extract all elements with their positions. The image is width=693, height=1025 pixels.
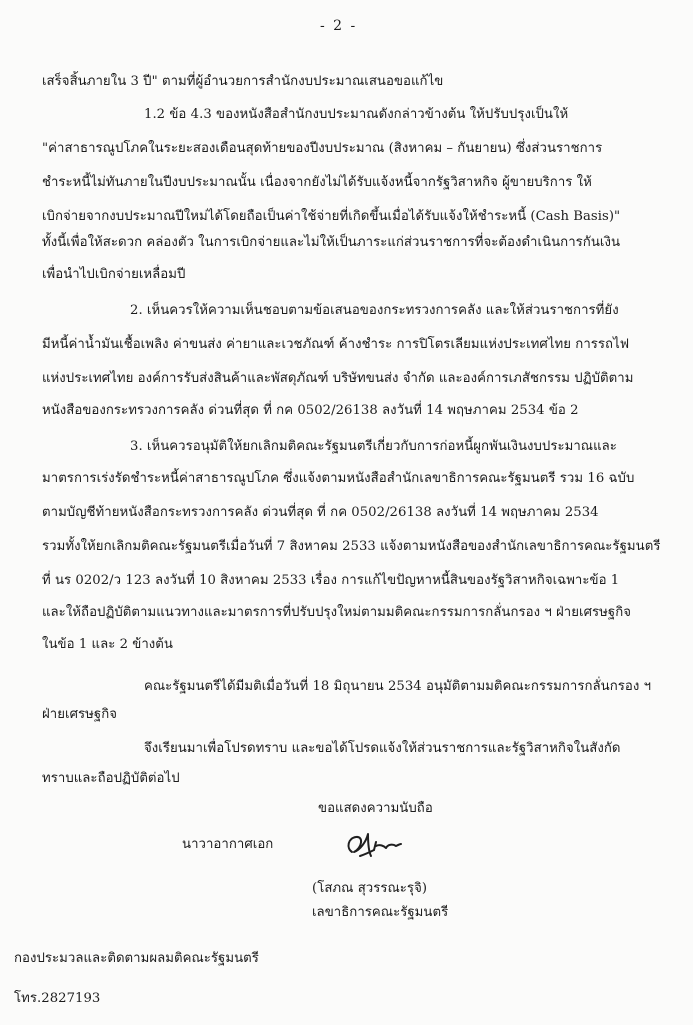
item-3-line-7: ในข้อ 1 และ 2 ข้างต้น <box>42 637 173 652</box>
signer-rank: นาวาอากาศเอก <box>182 837 274 852</box>
item-2-line-2: มีหนี้ค่าน้ำมันเชื้อเพลิง ค่าขนส่ง ค่ายาและเวชภัณฑ์ ค้างชำระ การปิโตรเลียมแห่งประเทศไทย การรถไฟ <box>42 337 630 352</box>
item-2-line-1: 2. เห็นควรให้ความเห็นชอบตามข้อเสนอของกระทรวงการคลัง และให้ส่วนราชการที่ยัง <box>130 303 619 318</box>
footer-phone: โทร.2827193 <box>14 991 101 1006</box>
item-3-line-6: และให้ถือปฏิบัติตามแนวทางและมาตรการที่ปรับปรุงใหม่ตามมติคณะกรรมการกลั่นกรอง ฯ ฝ่ายเศรษฐกิจ <box>42 605 632 620</box>
item-2-line-4: หนังสือของกระทรวงการคลัง ด่วนที่สุด ที่ กค 0502/26138 ลงวันที่ 14 พฤษภาคม 2534 ข้อ 2 <box>42 403 579 418</box>
item-1-2-line-2: "ค่าสาธารณูปโภคในระยะสองเดือนสุดท้ายของปีงบประมาณ (สิงหาคม – กันยายน) ซึ่งส่วนราชการ <box>42 141 603 156</box>
item-1-2-line-5: ทั้งนี้เพื่อให้สะดวก คล่องตัว ในการเบิกจ่ายและไม่ให้เป็นภาระแก่ส่วนราชการที่จะต้องดำเนินการกันเงิน <box>42 235 621 250</box>
resolution-line-1: คณะรัฐมนตรีได้มีมติเมื่อวันที่ 18 มิถุนายน 2534 อนุมัติตามมติคณะกรรมการกลั่นกรอง ฯ <box>144 679 652 694</box>
item-1-2-line-3: ชำระหนี้ไม่ทันภายในปีงบประมาณนั้น เนื่องจากยังไม่ได้รับแจ้งหนี้จากรัฐวิสาหกิจ ผู้ขายบริการ ให้ <box>42 175 592 190</box>
item-3-line-1: 3. เห็นควรอนุมัติให้ยกเลิกมติคณะรัฐมนตรีเกี่ยวกับการก่อหนี้ผูกพันเงินงบประมาณและ <box>130 439 617 454</box>
item-1-2-line-4: เบิกจ่ายจากงบประมาณปีใหม่ได้โดยถือเป็นค่าใช้จ่ายที่เกิดขึ้นเมื่อได้รับแจ้งให้ชำระหนี้ (Cash Basis)" <box>42 209 621 224</box>
handwritten-signature <box>338 828 402 862</box>
signer-position: เลขาธิการคณะรัฐมนตรี <box>312 905 449 920</box>
item-3-line-3: ตามบัญชีท้ายหนังสือกระทรวงการคลัง ด่วนที่สุด ที่ กค 0502/26138 ลงวันที่ 14 พฤษภาคม 2534 <box>42 505 599 520</box>
closing-line-2: ทราบและถือปฏิบัติต่อไป <box>42 771 180 786</box>
item-3-line-2: มาตรการเร่งรัดชำระหนี้ค่าสาธารณูปโภค ซึ่งแจ้งตามหนังสือสำนักเลขาธิการคณะรัฐมนตรี รวม 16 ฉบับ <box>42 471 635 486</box>
paragraph-1-line-1: เสร็จสิ้นภายใน 3 ปี" ตามที่ผู้อำนวยการสำนักงบประมาณเสนอขอแก้ไข <box>42 74 444 89</box>
signer-name: (โสภณ สุวรรณะรุจิ) <box>312 881 428 896</box>
item-3-line-4: รวมทั้งให้ยกเลิกมติคณะรัฐมนตรีเมื่อวันที่ 7 สิงหาคม 2533 แจ้งตามหนังสือของสำนักเลขาธิการคณะรัฐมนตรี <box>42 539 661 554</box>
footer-department: กองประมวลและติดตามผลมติคณะรัฐมนตรี <box>14 951 259 966</box>
item-3-line-5: ที่ นร 0202/ว 123 ลงวันที่ 10 สิงหาคม 2533 เรื่อง การแก้ไขปัญหาหนี้สินของรัฐวิสาหกิจเฉพาะข้อ 1 <box>42 573 620 588</box>
salutation: ขอแสดงความนับถือ <box>318 801 433 816</box>
item-2-line-3: แห่งประเทศไทย องค์การรับส่งสินค้าและพัสดุภัณฑ์ บริษัทขนส่ง จำกัด และองค์การเภสัชกรรม ปฏิบัติตาม <box>42 371 634 386</box>
item-1-2-line-6: เพื่อนำไปเบิกจ่ายเหลื่อมปี <box>42 267 186 282</box>
closing-line-1: จึงเรียนมาเพื่อโปรดทราบ และขอได้โปรดแจ้งให้ส่วนราชการและรัฐวิสาหกิจในสังกัด <box>144 741 621 756</box>
resolution-line-2: ฝ่ายเศรษฐกิจ <box>42 707 118 722</box>
item-1-2-line-1: 1.2 ข้อ 4.3 ของหนังสือสำนักงบประมาณดังกล่าวข้างต้น ให้ปรับปรุงเป็นให้ <box>144 107 569 122</box>
page-number: - 2 - <box>320 18 358 34</box>
